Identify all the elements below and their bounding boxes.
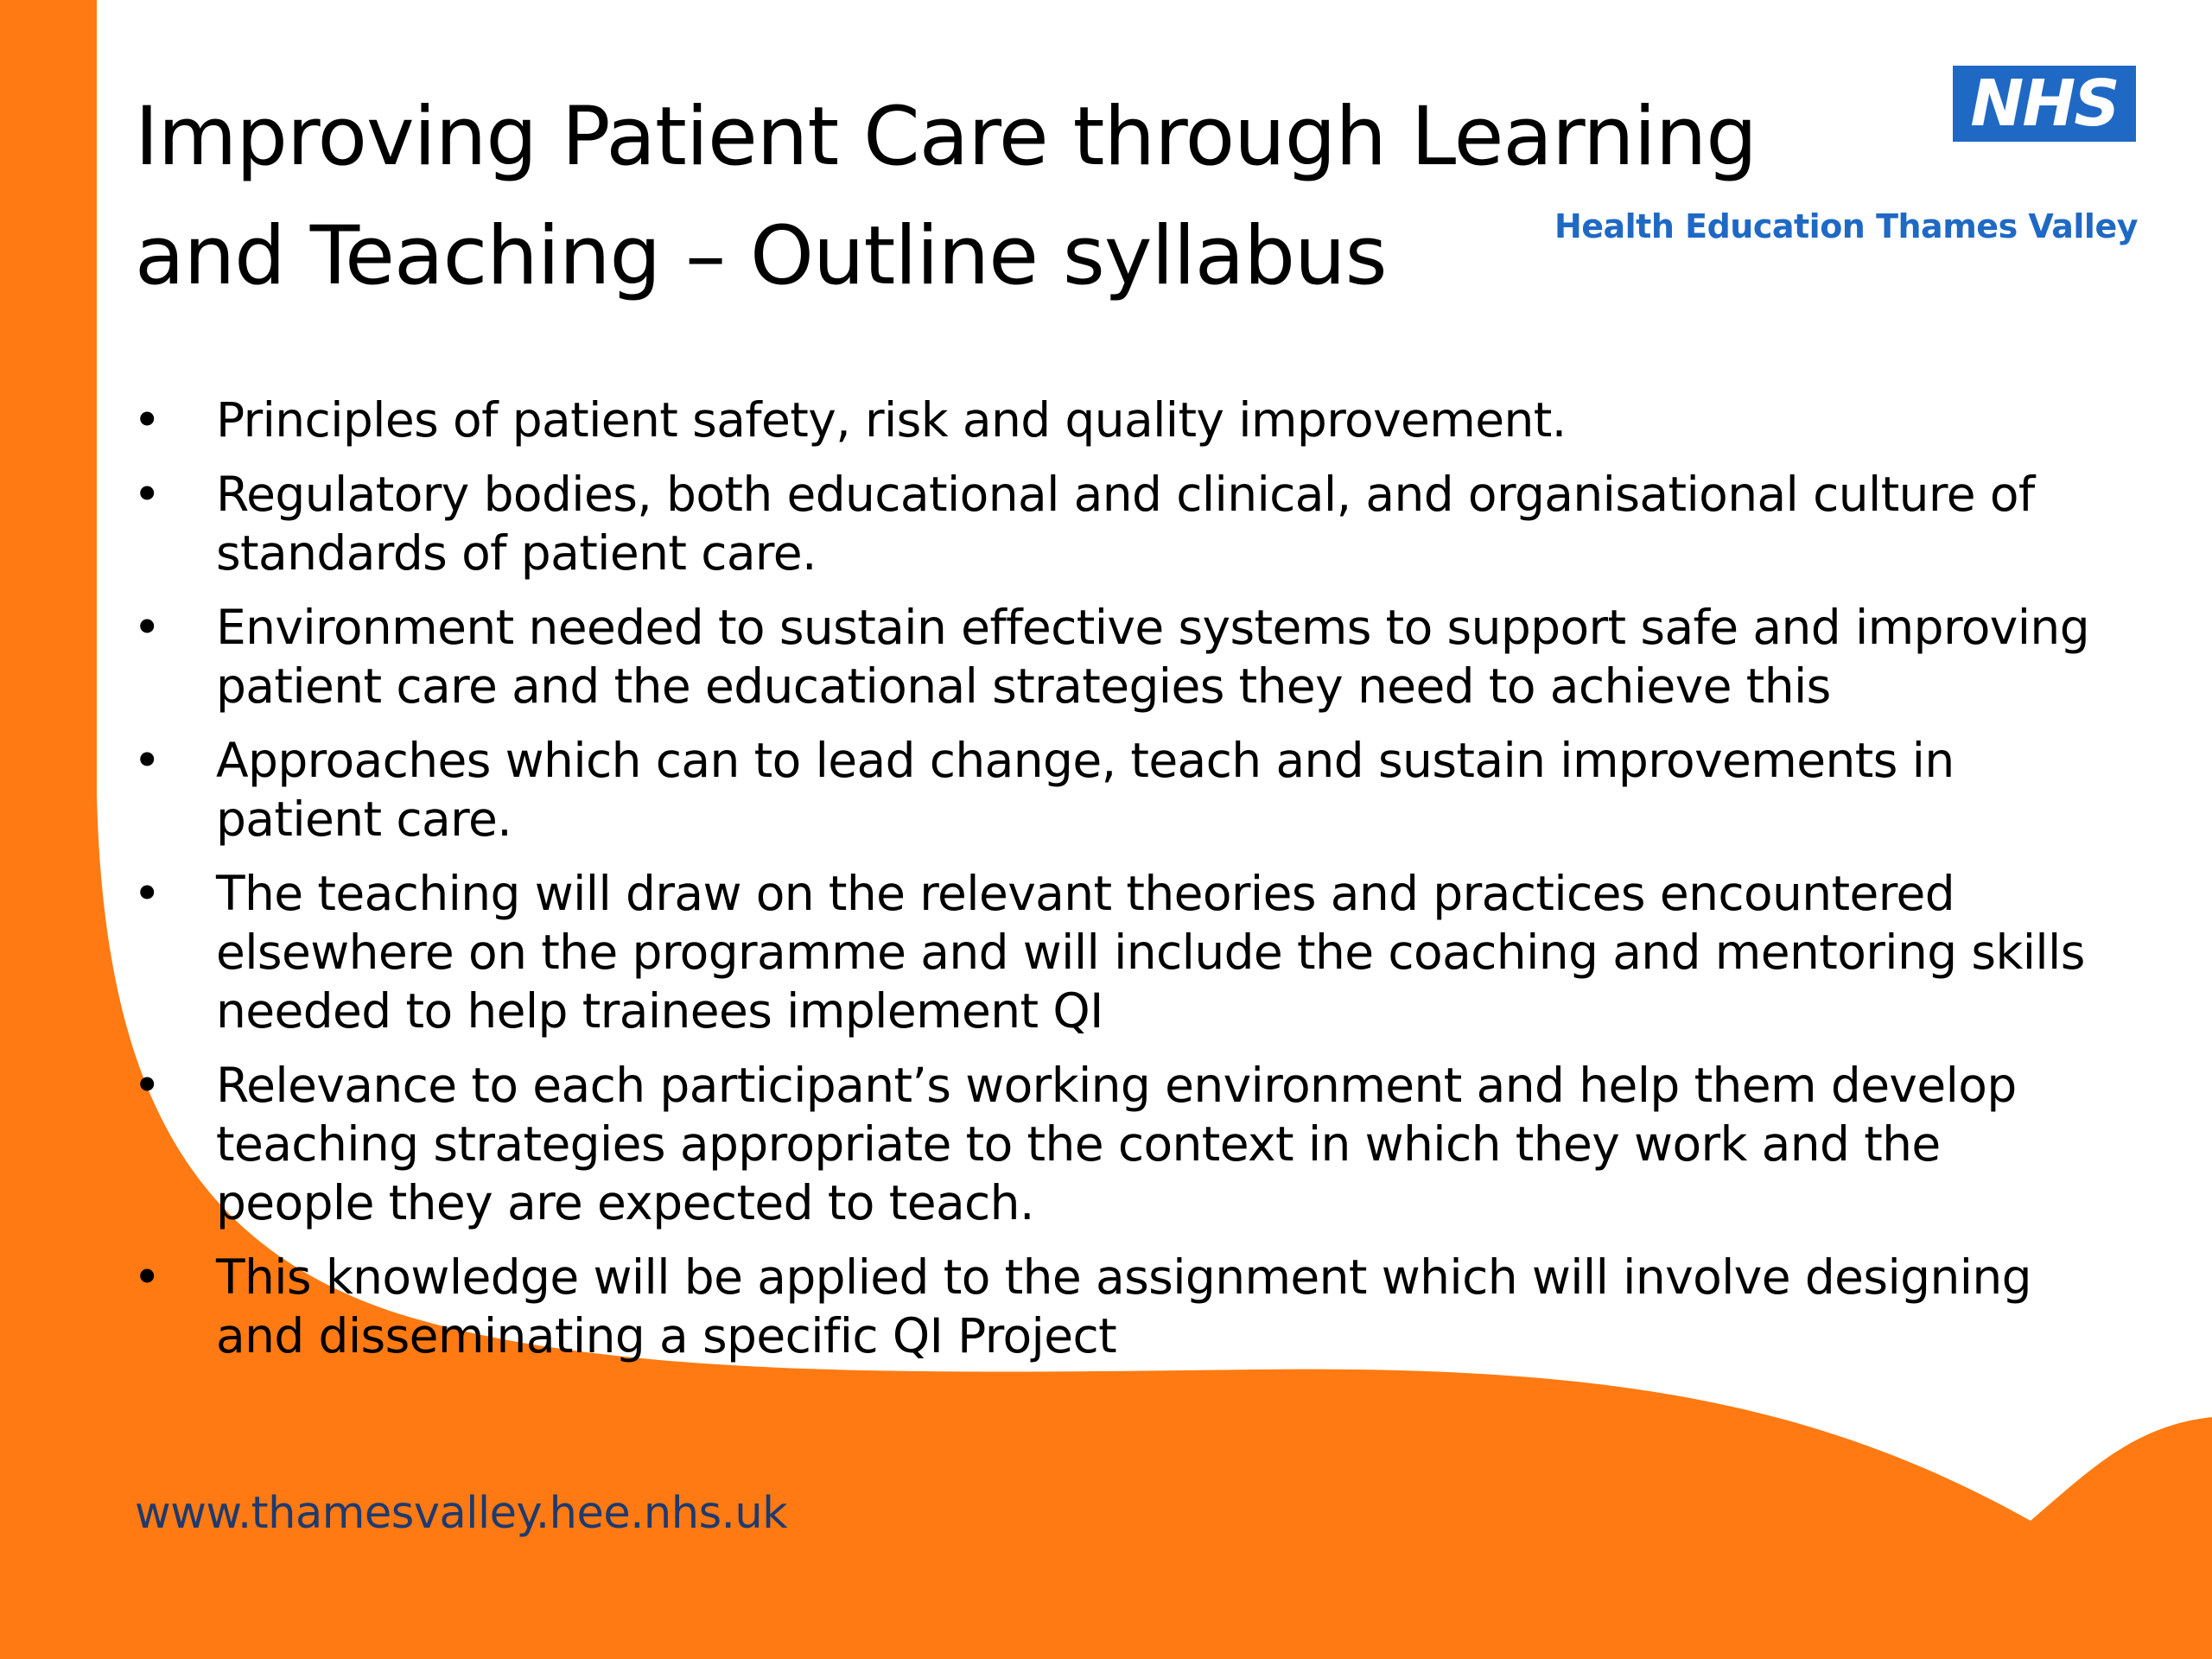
organisation-name: Health Education Thames Valley <box>1554 207 2138 245</box>
bullet-icon: • <box>133 1249 161 1305</box>
bullet-text: Regulatory bodies, both educational and clinical, and organisational culture of standards of patient care. <box>216 467 2035 581</box>
bullet-icon: • <box>133 392 161 448</box>
nhs-logo <box>1953 66 2136 142</box>
bullet-item <box>130 1248 2100 1365</box>
bullet-icon: • <box>133 866 161 921</box>
slide-title: Improving Patient Care through Learning and Teaching – Outline syllabus <box>135 90 1757 303</box>
bullet-icon: • <box>133 733 161 788</box>
nhs-logo-text: NHS <box>1970 67 2119 141</box>
bullet-icon: • <box>133 1058 161 1113</box>
bullet-text: Environment needed to sustain effective systems to support safe and improving patient care and the educational strategies they need to achieve this <box>216 600 2090 714</box>
bullet-item <box>130 731 2100 849</box>
syllabus-bullet-list <box>130 391 2100 1381</box>
bullet-item <box>130 598 2100 715</box>
bullet-text: Relevance to each participant’s working environment and help them develop teaching strategies appropriate to the context in which they work and the people they are expected to teach. <box>216 1058 2017 1230</box>
bullet-item <box>130 864 2100 1040</box>
bullet-text: This knowledge will be applied to the assignment which will involve designing and disseminating a specific QI Project <box>216 1249 2031 1363</box>
website-link[interactable]: www.thamesvalley.hee.nhs.uk <box>135 1488 788 1539</box>
bullet-icon: • <box>133 600 161 655</box>
bullet-item <box>130 391 2100 449</box>
bullet-item <box>130 465 2100 582</box>
bullet-text: Approaches which can to lead change, teach and sustain improvements in patient care. <box>216 733 1955 847</box>
bullet-text: The teaching will draw on the relevant theories and practices encountered elsewhere on the programme and will include the coaching and mentoring skills needed to help trainees implement QI <box>216 866 2085 1039</box>
bullet-item <box>130 1056 2100 1232</box>
bullet-text: Principles of patient safety, risk and quality improvement. <box>216 392 1567 448</box>
bullet-icon: • <box>133 467 161 522</box>
